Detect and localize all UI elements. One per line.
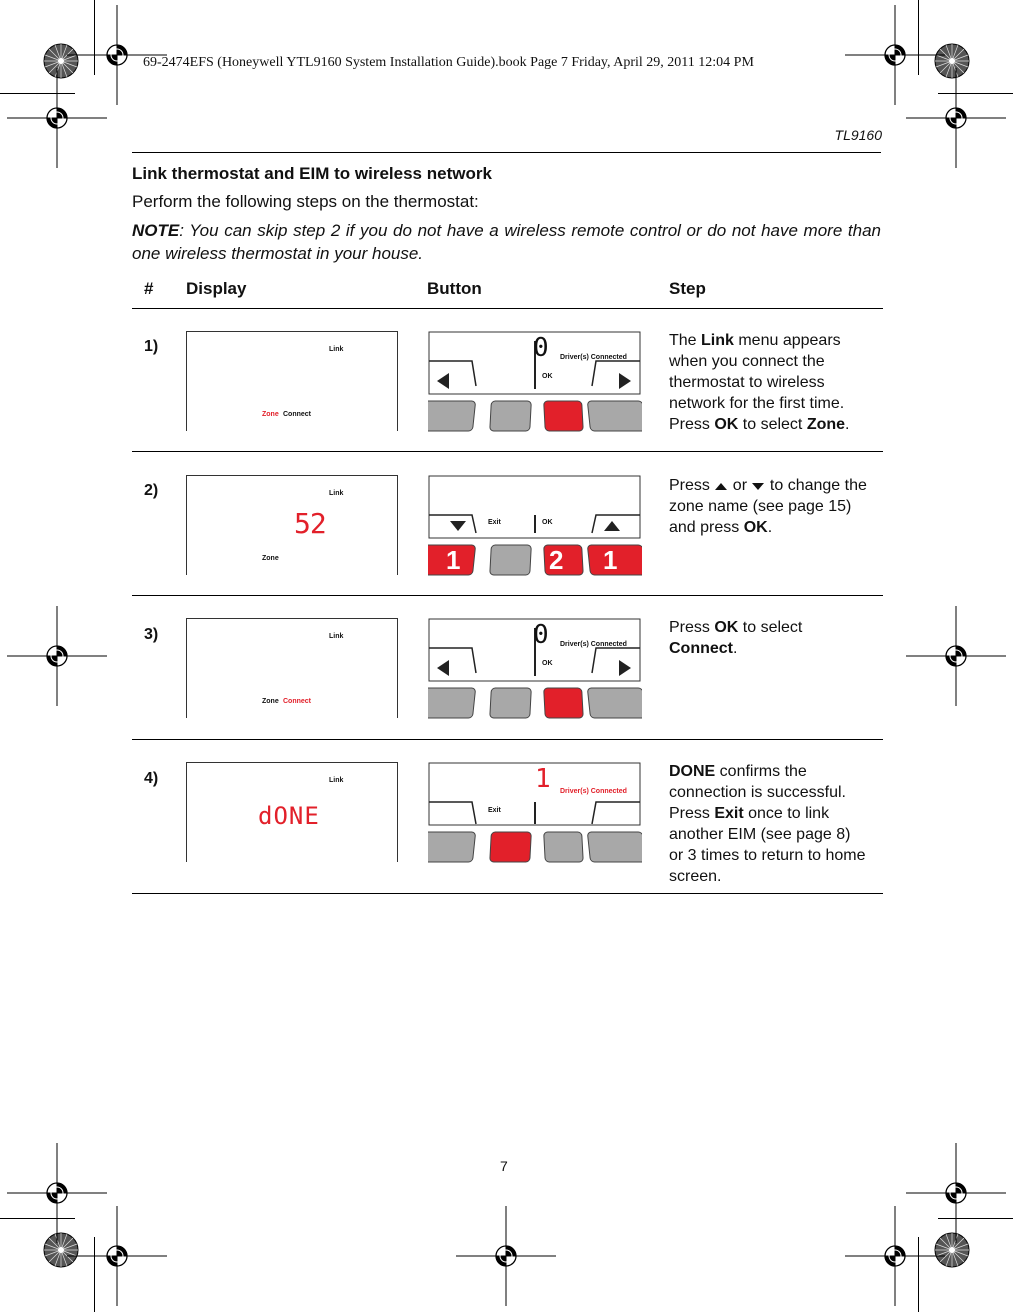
table-bottom-rule bbox=[132, 893, 883, 894]
col-header-button: Button bbox=[427, 279, 482, 298]
lcd-connect-label: Connect bbox=[283, 411, 311, 418]
lcd-done-text: dONE bbox=[258, 802, 320, 830]
model-label: TL9160 bbox=[834, 127, 882, 143]
note-label: NOTE bbox=[132, 221, 180, 240]
sequence-badge: 1 bbox=[603, 545, 618, 575]
step-number: 3) bbox=[144, 626, 159, 643]
lcd-zone-label: Zone bbox=[262, 555, 279, 562]
driver-connected-label: Driver(s) Connected bbox=[560, 354, 627, 361]
sequence-badge: 1 bbox=[446, 545, 461, 575]
sequence-badge: 2 bbox=[549, 545, 564, 575]
button-panel-1 bbox=[428, 331, 642, 433]
lcd-display-3 bbox=[186, 618, 398, 719]
ok-label: OK bbox=[542, 373, 553, 380]
left-arrow-icon bbox=[437, 373, 449, 389]
step-text-3: Press OK to select Connect. bbox=[669, 619, 803, 657]
step-text-1: The Link menu appears when you connect the thermostat to wireless network for the first time. Press OK to select Zone. bbox=[669, 332, 850, 433]
row-rule bbox=[132, 595, 883, 596]
table-rule bbox=[132, 308, 883, 309]
lcd-display-2 bbox=[186, 475, 398, 576]
lcd-link-label: Link bbox=[329, 490, 344, 497]
file-info-line: 69-2474EFS (Honeywell YTL9160 System Installation Guide).book Page 7 Friday, April 29, 2011 12:04 PM bbox=[143, 55, 754, 70]
lcd-display-4 bbox=[186, 762, 398, 863]
down-arrow-icon bbox=[751, 481, 765, 491]
step-text-2: Press or to change the zone name (see page 15) and press OK. bbox=[669, 477, 867, 536]
lcd-link-label: Link bbox=[329, 777, 344, 784]
up-arrow-icon bbox=[714, 481, 728, 491]
button-panel-3 bbox=[428, 618, 642, 720]
lcd-zone-digits: 52 bbox=[294, 507, 326, 540]
step-number: 2) bbox=[144, 482, 159, 499]
ok-label: OK bbox=[542, 660, 553, 667]
driver-connected-label: Driver(s) Connected bbox=[560, 788, 627, 795]
lcd-zone-label: Zone bbox=[262, 411, 279, 418]
section-heading: Link thermostat and EIM to wireless network bbox=[132, 164, 492, 183]
lcd-digit: 1 bbox=[535, 764, 551, 794]
driver-connected-label: Driver(s) Connected bbox=[560, 641, 627, 648]
right-arrow-icon bbox=[619, 373, 631, 389]
lcd-connect-label: Connect bbox=[283, 698, 311, 705]
ok-label: OK bbox=[542, 519, 553, 526]
header-rule bbox=[132, 152, 881, 153]
right-arrow-icon bbox=[619, 660, 631, 676]
left-arrow-icon bbox=[437, 660, 449, 676]
lcd-zone-label: Zone bbox=[262, 698, 279, 705]
up-arrow-icon bbox=[604, 521, 620, 531]
page-number: 7 bbox=[500, 1158, 508, 1174]
button-panel-2 bbox=[428, 475, 642, 577]
exit-label: Exit bbox=[488, 807, 501, 814]
lcd-link-label: Link bbox=[329, 633, 344, 640]
button-panel-4 bbox=[428, 762, 642, 864]
intro-text: Perform the following steps on the thermostat: bbox=[132, 192, 479, 211]
row-rule bbox=[132, 739, 883, 740]
col-header-step: Step bbox=[669, 279, 706, 298]
lcd-digit: 0 bbox=[533, 333, 549, 363]
step-number: 4) bbox=[144, 770, 159, 787]
lcd-display-1 bbox=[186, 331, 398, 432]
step-number: 1) bbox=[144, 338, 159, 355]
col-header-display: Display bbox=[186, 279, 247, 298]
row-rule bbox=[132, 451, 883, 452]
step-text-4: DONE confirms the connection is successful. Press Exit once to link another EIM (see page 8) or 3 times to return to home screen. bbox=[669, 763, 866, 885]
col-header-num: # bbox=[144, 279, 154, 298]
note-text: : You can skip step 2 if you do not have a wireless remote control or do not have more than one wireless thermostat in your house. bbox=[132, 221, 881, 263]
lcd-digit: 0 bbox=[533, 620, 549, 650]
lcd-link-label: Link bbox=[329, 346, 344, 353]
note-paragraph bbox=[132, 219, 881, 265]
exit-label: Exit bbox=[488, 519, 501, 526]
down-arrow-icon bbox=[450, 521, 466, 531]
